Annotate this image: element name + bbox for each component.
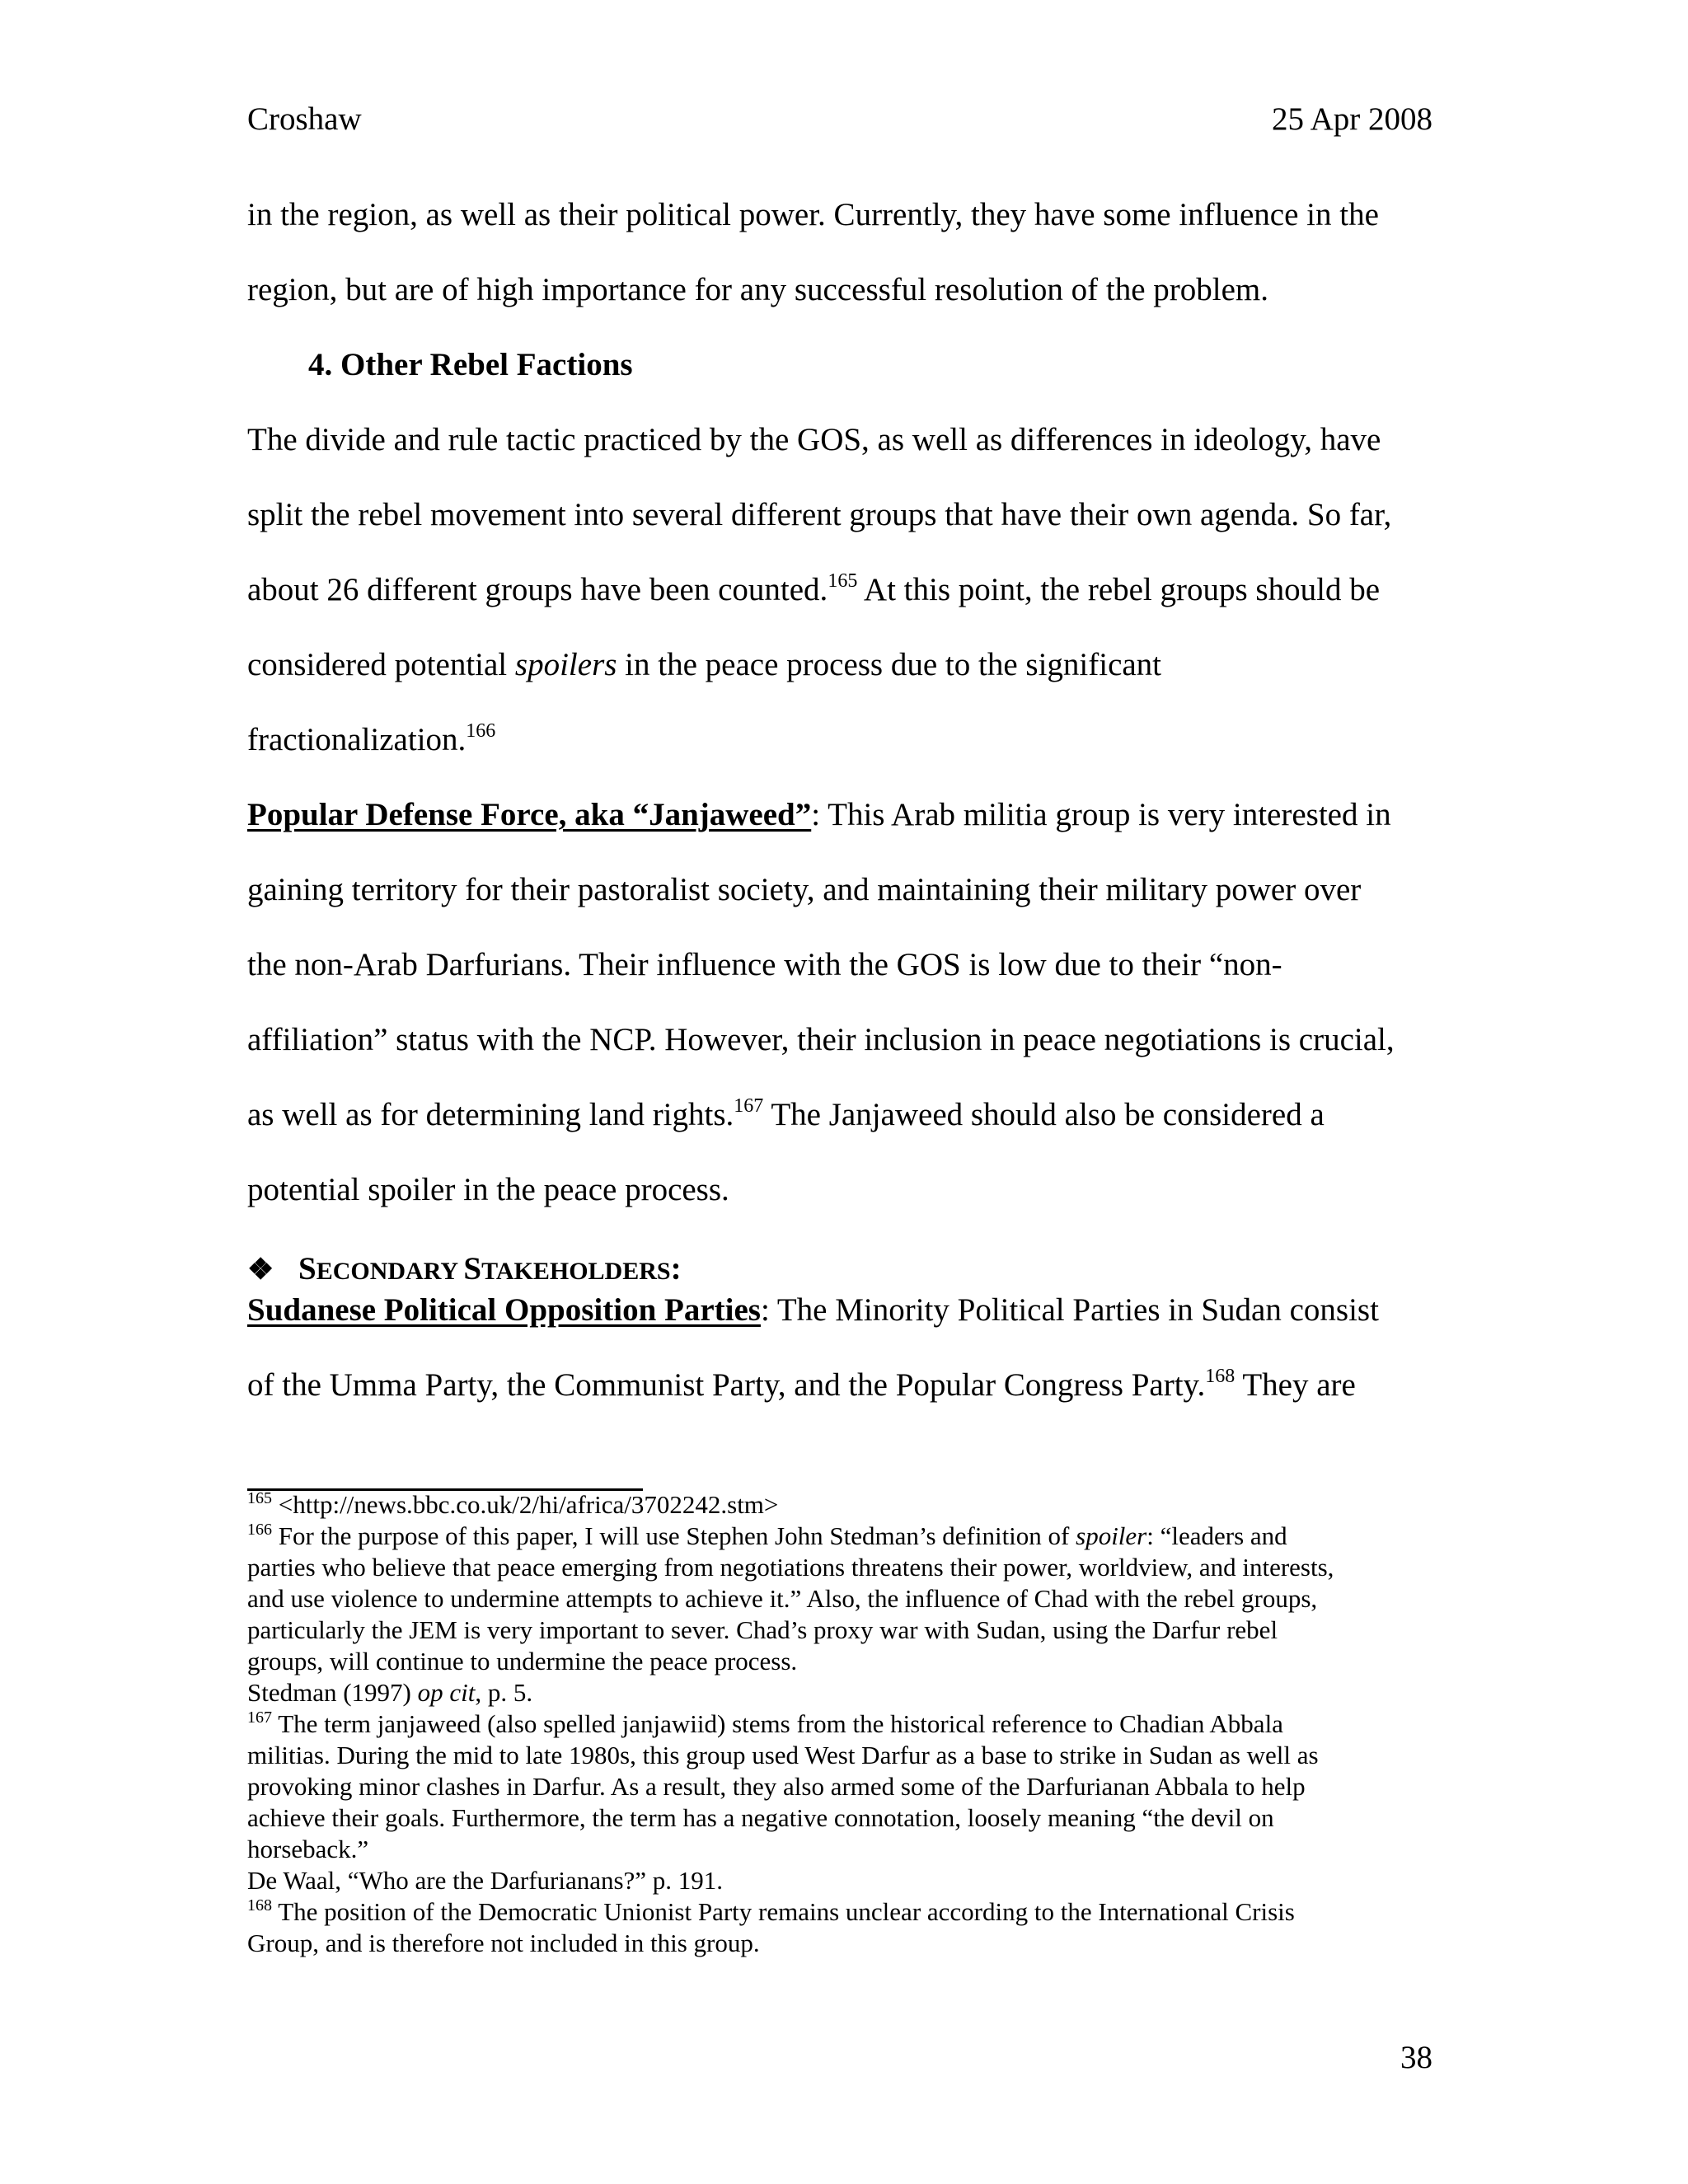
body-line [247, 568, 1380, 612]
footnote-text: : “leaders and [1146, 1521, 1287, 1550]
footnote-line: horseback.” [247, 1835, 369, 1863]
body-line: potential spoiler in the peace process. [247, 1172, 729, 1207]
footnote-text: For the purpose of this paper, I will use Stephen John Stedman’s definition of [272, 1521, 1076, 1550]
footnote-ref: 167 [734, 1095, 764, 1117]
body-line [247, 1288, 1379, 1333]
footnote-line: provoking minor clashes in Darfur. As a result, they also armed some of the Darfurianan Abbala to help [247, 1772, 1306, 1801]
body-text-span: in the peace process due to the significant [617, 647, 1162, 682]
heading-letter: S [298, 1251, 316, 1286]
heading-smallcaps: TAKEHOLDERS [481, 1258, 671, 1285]
diamond-bullet-icon: ❖ [247, 1253, 274, 1286]
body-text-span: about 26 different groups have been counted. [247, 572, 828, 607]
body-text-span: considered potential [247, 647, 515, 682]
heading-letter: S [463, 1251, 482, 1286]
body-text-span: of the Umma Party, the Communist Party, and the Popular Congress Party. [247, 1367, 1206, 1403]
body-line: the non-Arab Darfurians. Their influence with the GOS is low due to their “non- [247, 947, 1282, 982]
footnote-line [247, 1520, 1287, 1552]
footnote-text: Stedman (1997) [247, 1678, 418, 1707]
footnote-line [247, 1708, 1283, 1740]
body-line: region, but are of high importance for any successful resolution of the problem. [247, 272, 1268, 307]
footnote-ref: 165 [828, 570, 858, 592]
footnote-line: and use violence to undermine attempts to achieve it.” Also, the influence of Chad with the rebel groups, [247, 1584, 1318, 1613]
body-text-span: The Janjaweed should also be considered a [763, 1097, 1325, 1132]
body-text-span: : This Arab militia group is very interested in [811, 797, 1391, 832]
footnote-ref: 166 [466, 720, 496, 742]
body-text-span: fractionalization. [247, 722, 467, 757]
body-line [247, 1363, 1356, 1408]
body-line [247, 1093, 1325, 1137]
body-line: split the rebel movement into several different groups that have their own agenda. So far, [247, 497, 1392, 532]
body-text-span: They are [1235, 1367, 1356, 1403]
footnote-line: militias. During the mid to late 1980s, this group used West Darfur as a base to strike in Sudan as well as [247, 1741, 1319, 1769]
body-text-span: At this point, the rebel groups should be [857, 572, 1381, 607]
heading-smallcaps: ECONDARY [316, 1258, 464, 1285]
body-line: in the region, as well as their political power. Currently, they have some influence in the [247, 197, 1379, 232]
footnote-number: 168 [247, 1896, 272, 1915]
body-line [247, 793, 1391, 837]
italic-term: spoilers [514, 647, 617, 682]
footnote-line: parties who believe that peace emerging from negotiations threatens their power, worldview, and interests, [247, 1553, 1334, 1582]
footnote-line [247, 1676, 532, 1708]
footnote-line: groups, will continue to undermine the peace process. [247, 1647, 798, 1675]
body-text-span: as well as for determining land rights. [247, 1097, 734, 1132]
footnote-text: <http://news.bbc.co.uk/2/hi/africa/3702242.stm> [272, 1490, 779, 1519]
footnote-line: particularly the JEM is very important to sever. Chad’s proxy war with Sudan, using the Darfur rebel [247, 1615, 1278, 1644]
footnote-number: 165 [247, 1489, 272, 1507]
stakeholder-heading: Popular Defense Force, aka “Janjaweed” [247, 797, 812, 832]
footnote-line [247, 1488, 778, 1521]
section-heading: 4. Other Rebel Factions [308, 347, 633, 382]
stakeholder-heading: Sudanese Political Opposition Parties [247, 1292, 761, 1328]
body-line: The divide and rule tactic practiced by the GOS, as well as differences in ideology, have [247, 422, 1381, 457]
body-line [247, 643, 1161, 687]
footnote-line: achieve their goals. Furthermore, the term has a negative connotation, loosely meaning “the devil on [247, 1803, 1274, 1832]
footnote-text: , p. 5. [475, 1678, 533, 1707]
body-line: affiliation” status with the NCP. However, their inclusion in peace negotiations is crucial, [247, 1022, 1395, 1057]
header-author: Croshaw [247, 101, 362, 137]
body-line [247, 718, 495, 762]
body-line: gaining territory for their pastoralist society, and maintaining their military power over [247, 872, 1362, 907]
footnote-text: The position of the Democratic Unionist Party remains unclear according to the International Crisis [272, 1897, 1295, 1926]
footnote-ref: 168 [1205, 1366, 1236, 1387]
page-number: 38 [1400, 2040, 1432, 2075]
footnote-line: De Waal, “Who are the Darfurianans?” p. 191. [247, 1866, 724, 1895]
body-text-span: : The Minority Political Parties in Sudan consist [760, 1292, 1379, 1328]
italic-term: op cit [417, 1678, 476, 1707]
italic-term: spoiler [1076, 1521, 1147, 1550]
footnote-line: Group, and is therefore not included in this group. [247, 1929, 760, 1957]
footnote-line [247, 1896, 1295, 1928]
secondary-stakeholders-heading [247, 1247, 682, 1294]
header-date: 25 Apr 2008 [1272, 101, 1432, 137]
footnote-number: 166 [247, 1521, 272, 1539]
footnote-text: The term janjaweed (also spelled janjawiid) stems from the historical reference to Chadian Abbala [272, 1709, 1283, 1738]
footnote-number: 167 [247, 1708, 272, 1727]
heading-colon: : [670, 1251, 682, 1286]
